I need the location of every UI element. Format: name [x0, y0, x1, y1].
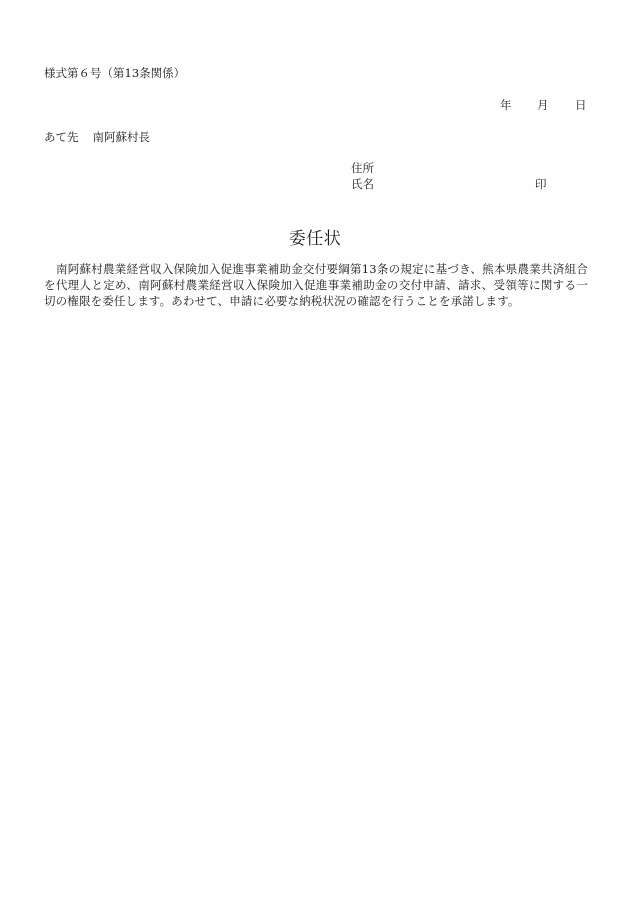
seal-mark: 印: [535, 177, 547, 191]
recipient: [44, 129, 150, 145]
applicant-block: [351, 160, 547, 192]
date-day-label: 日: [575, 98, 587, 112]
date-year-label: 年: [500, 98, 512, 112]
form-number: 様式第６号（第13条関係）: [44, 66, 186, 80]
document-title: 委任状: [288, 229, 342, 249]
date-line: [500, 97, 587, 113]
document-body: 南阿蘇村農業経営収入保険加入促進事業補助金交付要綱第13条の規定に基づき、熊本県農業共済組合を代理人と定め、南阿蘇村農業経営収入保険加入促進事業補助金の交付申請、請求、受領等に関する一切の権限を委任します。あわせて、申請に必要な納税状況の確認を行うことを承諾します。: [44, 262, 588, 308]
address-label: 住所: [351, 161, 374, 175]
recipient-prefix: あて先: [44, 130, 79, 144]
address-row: [351, 160, 374, 176]
name-label: 氏名: [351, 177, 374, 191]
name-row: [351, 176, 547, 192]
date-month-label: 月: [537, 98, 549, 112]
recipient-name: 南阿蘇村長: [92, 130, 150, 144]
